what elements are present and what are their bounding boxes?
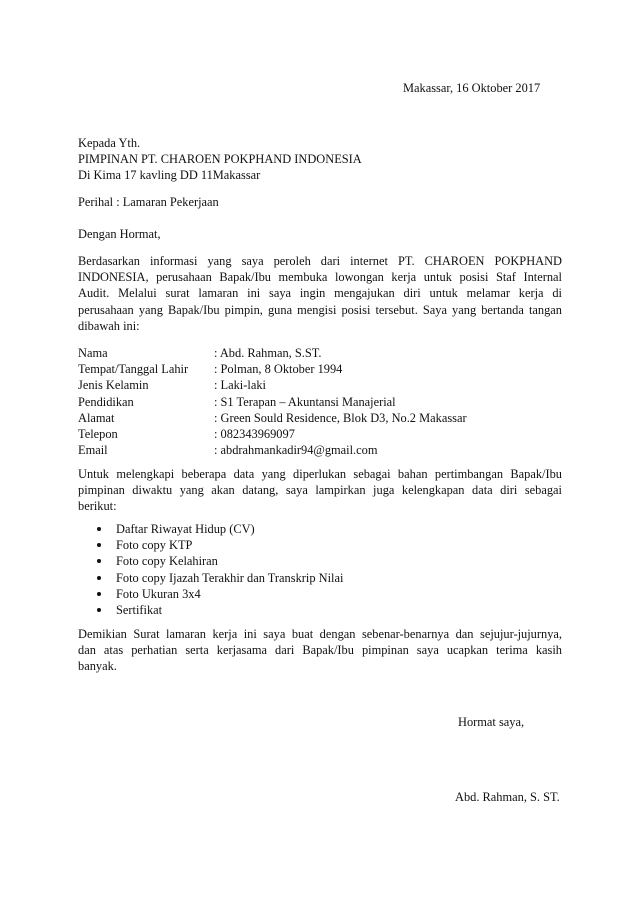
intro-line: perusahaan yang Bapak/Ibu pimpin, guna mengisi posisi tersebut. Saya yang bertanda tangan bbox=[78, 302, 562, 317]
personal-value: : 082343969097 bbox=[214, 427, 295, 442]
closing-paragraph bbox=[78, 626, 562, 675]
personal-label: Alamat bbox=[78, 410, 115, 425]
attachment-item: Sertifikat bbox=[78, 602, 562, 618]
personal-value: : Polman, 8 Oktober 1994 bbox=[214, 362, 343, 377]
personal-row bbox=[78, 394, 562, 410]
personal-label: Tempat/Tanggal Lahir bbox=[78, 362, 189, 377]
intro-line: Audit. Melalui surat lamaran ini saya ingin mengajukan diri untuk melamar kerja di bbox=[78, 286, 562, 301]
attachment-item: Foto copy Ijazah Terakhir dan Transkrip Nilai bbox=[78, 570, 562, 586]
personal-value: : Abd. Rahman, S.ST. bbox=[214, 346, 322, 360]
personal-row bbox=[78, 345, 562, 361]
greeting: Dengan Hormat, bbox=[78, 227, 161, 241]
personal-label: Pendidikan bbox=[78, 394, 134, 409]
recipient-address: Di Kima 17 kavling DD 11Makassar bbox=[78, 168, 261, 183]
recipient-block bbox=[78, 135, 562, 184]
intro-line: INDONESIA, perusahaan Bapak/Ibu membuka lowongan kerja untuk posisi Staf Internal bbox=[78, 270, 562, 285]
closing-line: Demikian Surat lamaran kerja ini saya buat dengan sebenar-benarnya dan sejujur-jujurnya, bbox=[78, 627, 562, 641]
recipient-name: PIMPINAN PT. CHAROEN POKPHAND INDONESIA bbox=[78, 152, 362, 167]
attachment-item: Daftar Riwayat Hidup (CV) bbox=[78, 521, 562, 537]
regards: Hormat saya, bbox=[458, 715, 525, 729]
attachment-item: Foto copy KTP bbox=[78, 537, 562, 553]
date-line: Makassar, 16 Oktober 2017 bbox=[403, 81, 541, 95]
personal-row bbox=[78, 410, 562, 426]
closing-line: dan atas perhatian serta kerjasama dari Bapak/Ibu pimpinan saya ucapkan terima kasih bbox=[78, 643, 562, 658]
closing-line: banyak. bbox=[78, 659, 117, 674]
attachment-intro-line: Untuk melengkapi beberapa data yang diperlukan sebagai bahan pertimbangan Bapak/Ibu bbox=[78, 467, 562, 481]
personal-value: : S1 Terapan – Akuntansi Manajerial bbox=[214, 394, 396, 409]
intro-line: Berdasarkan informasi yang saya peroleh dari internet PT. CHAROEN POKPHAND bbox=[78, 254, 562, 268]
personal-label: Email bbox=[78, 443, 108, 458]
attachment-intro-paragraph bbox=[78, 466, 562, 515]
recipient-salutation: Kepada Yth. bbox=[78, 136, 141, 150]
personal-row bbox=[78, 361, 562, 377]
personal-row bbox=[78, 377, 562, 393]
personal-value: : abdrahmankadir94@gmail.com bbox=[214, 443, 378, 458]
personal-value: : Green Sould Residence, Blok D3, No.2 Makassar bbox=[214, 410, 467, 425]
personal-value: : Laki-laki bbox=[214, 378, 266, 393]
personal-row bbox=[78, 426, 562, 442]
attachment-intro-line: pimpinan diwaktu yang akan datang, saya lampirkan juga kelengkapan data diri sebagai bbox=[78, 483, 562, 498]
intro-paragraph bbox=[78, 253, 562, 334]
personal-row bbox=[78, 442, 562, 458]
personal-label: Jenis Kelamin bbox=[78, 378, 149, 393]
attachment-item: Foto Ukuran 3x4 bbox=[78, 586, 562, 602]
subject-line: Perihal : Lamaran Pekerjaan bbox=[78, 195, 219, 209]
attachment-item: Foto copy Kelahiran bbox=[78, 553, 562, 569]
intro-line: dibawah ini: bbox=[78, 318, 140, 333]
personal-data-list bbox=[78, 345, 562, 458]
signature-name: Abd. Rahman, S. ST. bbox=[455, 790, 560, 804]
attachment-intro-line: berikut: bbox=[78, 499, 117, 514]
personal-label: Nama bbox=[78, 346, 108, 360]
attachment-list bbox=[78, 521, 562, 618]
personal-label: Telepon bbox=[78, 427, 118, 442]
